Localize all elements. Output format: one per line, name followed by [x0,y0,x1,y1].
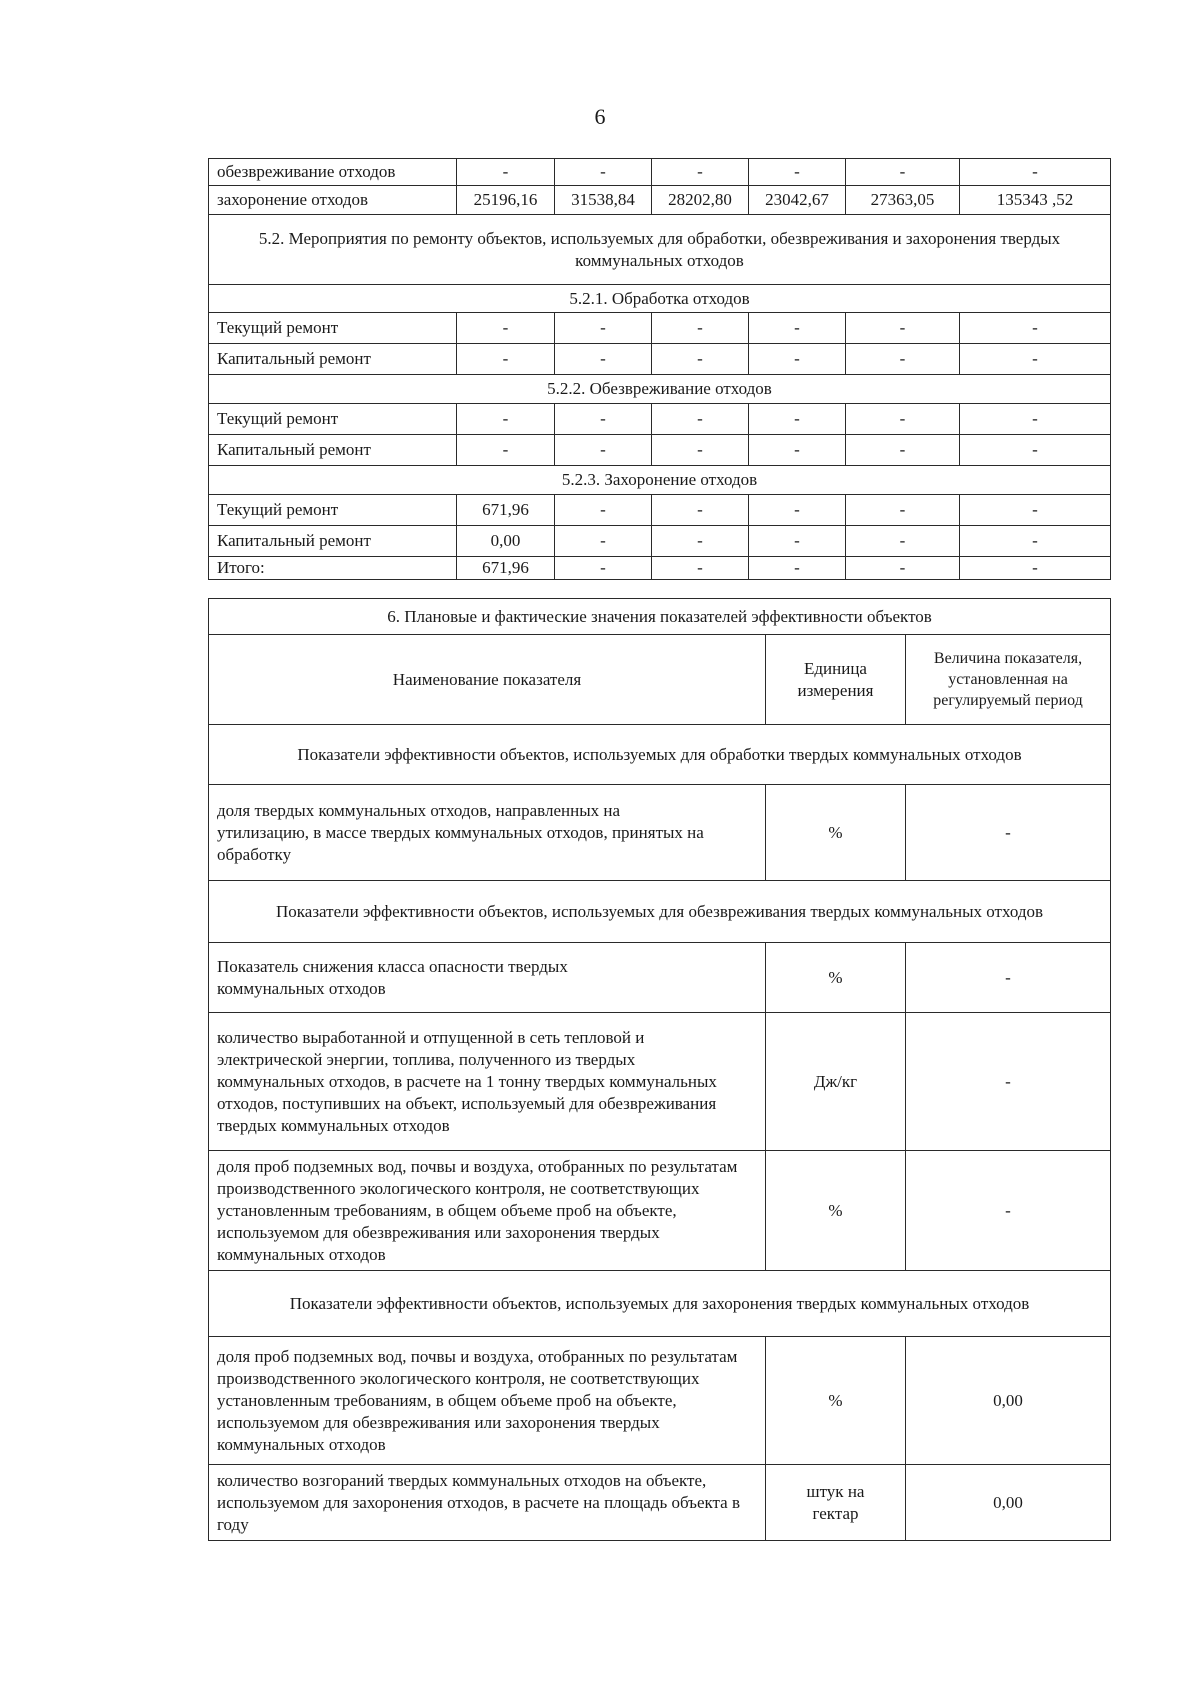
indicator-unit: % [766,1337,906,1465]
indicators-table [208,598,1111,1541]
indicator-unit: Дж/кг [766,1013,906,1151]
header-unit: Единица измерения [766,635,906,725]
subsection-heading-row [209,285,1111,313]
row-label: Итого: [209,557,457,580]
cell: - [749,344,846,375]
section-5-2-title: 5.2. Мероприятия по ремонту объектов, используемых для обработки, обезвреживания и захоронения твердых коммунальных отходов [209,215,1111,285]
row-label: захоронение отходов [209,186,457,215]
row-label: Текущий ремонт [209,495,457,526]
row-label: обезвреживание отходов [209,159,457,186]
subsection-heading-row [209,375,1111,404]
group-title: Показатели эффективности объектов, используемых для обезвреживания твердых коммунальных отходов [209,881,1111,943]
group-heading-row [209,881,1111,943]
group-heading-row [209,725,1111,785]
cell: - [960,526,1111,557]
cell: - [960,159,1111,186]
indicator-name: количество выработанной и отпущенной в сеть тепловой и электрической энергии, топлива, полученного из твердых коммунальных отходов, в расчете на 1 тонну твердых коммунальных отходов, поступивших на объект, используемый для обезвреживания твердых коммунальных отходов [209,1013,766,1151]
cell: - [555,557,652,580]
cell: 135343 ,52 [960,186,1111,215]
cell: - [652,344,749,375]
indicator-value: 0,00 [906,1337,1111,1465]
cell: - [749,557,846,580]
table-row [209,404,1111,435]
cell: - [652,313,749,344]
table-row [209,1337,1111,1465]
section-heading-row [209,599,1111,635]
row-label: Капитальный ремонт [209,526,457,557]
cell: - [457,404,555,435]
cell: - [652,159,749,186]
header-row [209,635,1111,725]
cell: - [846,159,960,186]
table-row [209,1465,1111,1541]
cell: - [749,313,846,344]
cell: 31538,84 [555,186,652,215]
indicator-name: доля проб подземных вод, почвы и воздуха, отобранных по результатам производственного экологического контроля, не соответствующих установленным требованиям, в общем объеме проб на объекте, используемом для обезвреживания или захоронения твердых коммунальных отходов [209,1151,766,1271]
cell: 0,00 [457,526,555,557]
section-6-title: 6. Плановые и фактические значения показателей эффективности объектов [209,599,1111,635]
indicator-value: - [906,785,1111,881]
indicator-name: доля твердых коммунальных отходов, направленных на утилизацию, в массе твердых коммунальных отходов, принятых на обработку [209,785,766,881]
header-value: Величина показателя, установленная на регулируемый период [906,635,1111,725]
cell: - [555,313,652,344]
cell: - [555,495,652,526]
cell: - [457,344,555,375]
row-label: Капитальный ремонт [209,344,457,375]
cell: - [846,495,960,526]
group-heading-row [209,1271,1111,1337]
subsection-title: 5.2.3. Захоронение отходов [209,466,1111,495]
repair-table [208,158,1111,580]
indicator-unit: % [766,785,906,881]
cell: - [457,435,555,466]
indicator-unit: штук на гектар [766,1465,906,1541]
table-row [209,344,1111,375]
cell: - [846,404,960,435]
table-row [209,1013,1111,1151]
cell: - [749,159,846,186]
table-row [209,943,1111,1013]
cell: - [960,495,1111,526]
cell: - [652,435,749,466]
cell: 27363,05 [846,186,960,215]
indicator-unit: % [766,1151,906,1271]
cell: - [457,313,555,344]
cell: - [846,526,960,557]
cell: - [846,557,960,580]
indicator-name: количество возгораний твердых коммунальных отходов на объекте, используемом для захоронения отходов, в расчете на площадь объекта в году [209,1465,766,1541]
cell: - [846,435,960,466]
indicator-value: - [906,1151,1111,1271]
cell: 28202,80 [652,186,749,215]
table-row [209,526,1111,557]
cell: - [555,404,652,435]
cell: - [960,435,1111,466]
cell: - [555,159,652,186]
indicator-name: Показатель снижения класса опасности твердых коммунальных отходов [209,943,766,1013]
table-row [209,495,1111,526]
indicator-name: доля проб подземных вод, почвы и воздуха, отобранных по результатам производственного экологического контроля, не соответствующих установленным требованиям, в общем объеме проб на объекте, используемом для обезвреживания или захоронения твердых коммунальных отходов [209,1337,766,1465]
cell: - [960,404,1111,435]
cell: - [555,526,652,557]
table-row [209,1151,1111,1271]
page-number: 6 [594,104,606,129]
cell: - [457,159,555,186]
cell: - [960,313,1111,344]
indicator-unit: % [766,943,906,1013]
cell: - [555,435,652,466]
cell: 671,96 [457,557,555,580]
table-row [209,313,1111,344]
cell: - [652,404,749,435]
cell: 671,96 [457,495,555,526]
cell: 25196,16 [457,186,555,215]
group-title: Показатели эффективности объектов, используемых для захоронения твердых коммунальных отходов [209,1271,1111,1337]
header-name: Наименование показателя [209,635,766,725]
total-row [209,557,1111,580]
cell: - [749,526,846,557]
subsection-heading-row [209,466,1111,495]
cell: - [749,435,846,466]
cell: - [652,495,749,526]
group-title: Показатели эффективности объектов, используемых для обработки твердых коммунальных отходов [209,725,1111,785]
table-row [209,785,1111,881]
cell: - [846,344,960,375]
indicator-value: 0,00 [906,1465,1111,1541]
table-row [209,435,1111,466]
cell: - [749,495,846,526]
row-label: Текущий ремонт [209,313,457,344]
row-label: Текущий ремонт [209,404,457,435]
subsection-title: 5.2.1. Обработка отходов [209,285,1111,313]
cell: - [652,526,749,557]
table-row [209,186,1111,215]
table-row [209,159,1111,186]
cell: - [749,404,846,435]
section-heading-row [209,215,1111,285]
cell: - [960,344,1111,375]
row-label: Капитальный ремонт [209,435,457,466]
cell: - [846,313,960,344]
cell: - [960,557,1111,580]
cell: 23042,67 [749,186,846,215]
subsection-title: 5.2.2. Обезвреживание отходов [209,375,1111,404]
indicator-value: - [906,943,1111,1013]
indicator-value: - [906,1013,1111,1151]
cell: - [652,557,749,580]
cell: - [555,344,652,375]
